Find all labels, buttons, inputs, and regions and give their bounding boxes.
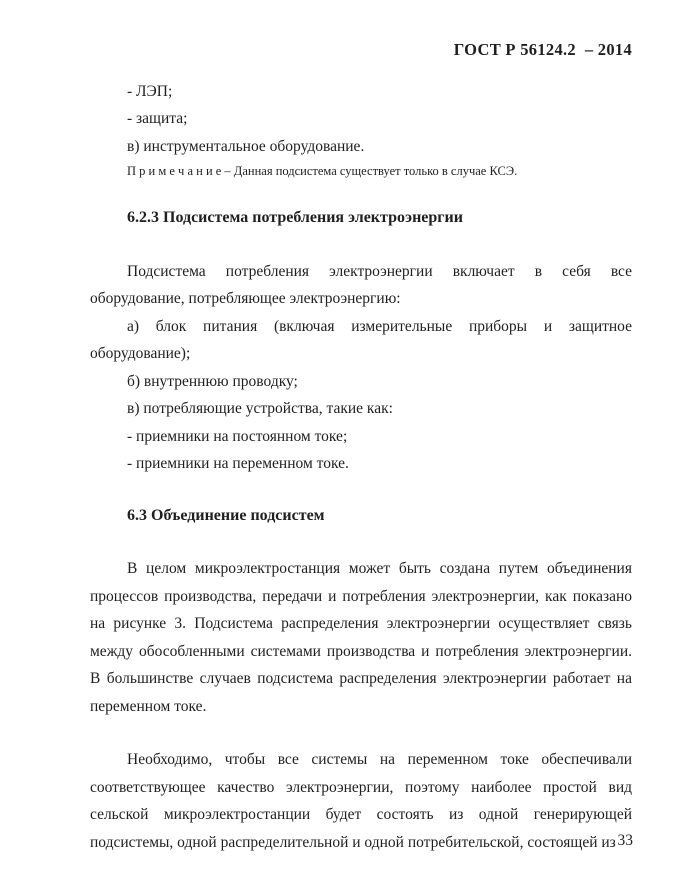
list-item-consuming-devices: в) потребляющие устройства, такие как: xyxy=(127,400,393,417)
section-heading-6-2-3: 6.2.3 Подсистема потребления электроэнергии xyxy=(127,209,463,226)
paragraph-subsystem-union: В целом микроэлектростанция может быть создана путем объединения процессов производства, передачи и потребления электроэнергии, как показано на рисунке 3. Подсистема распределения электроэнергии осуществляет связь между обособленными системами производства и потребления электроэнергии. В большинстве случаев подсистема распределения электроэнергии работает на переменном токе. xyxy=(90,560,632,715)
list-item-power-unit: а) блок питания (включая измерительные приборы и защитное оборудование); xyxy=(90,317,632,362)
paragraph-ac-quality: Необходимо, чтобы все системы на переменном токе обеспечивали соответствующее качество электроэнергии, поэтому наиболее простой вид сельской микроэлектростанции будет состоять из одной генерирующей подсистемы, одной распределительной и одной потребительской, состоящей из xyxy=(90,751,632,851)
note-text: П р и м е ч а н и е – Данная подсистема существует только в случае КСЭ. xyxy=(127,164,518,178)
section-heading-6-3: 6.3 Объединение подсистем xyxy=(127,506,325,524)
list-item-instrumental: в) инструментальное оборудование. xyxy=(127,137,365,155)
page-number: 33 xyxy=(617,832,633,849)
list-item-ac-receivers: - приемники на переменном токе. xyxy=(127,455,349,472)
list-item-lep: - ЛЭП; xyxy=(127,82,173,100)
paragraph-consumption-intro: Подсистема потребления электроэнергии включает в себя все оборудование, потребляющее электроэнергию: xyxy=(90,262,632,307)
list-item-dc-receivers: - приемники на постоянном токе; xyxy=(127,427,348,445)
list-item-inner-wiring: б) внутреннюю проводку; xyxy=(127,372,298,390)
document-title-header: ГОСТ Р 56124.2 – 2014 xyxy=(453,40,632,59)
list-item-zashchita: - защита; xyxy=(127,110,188,127)
